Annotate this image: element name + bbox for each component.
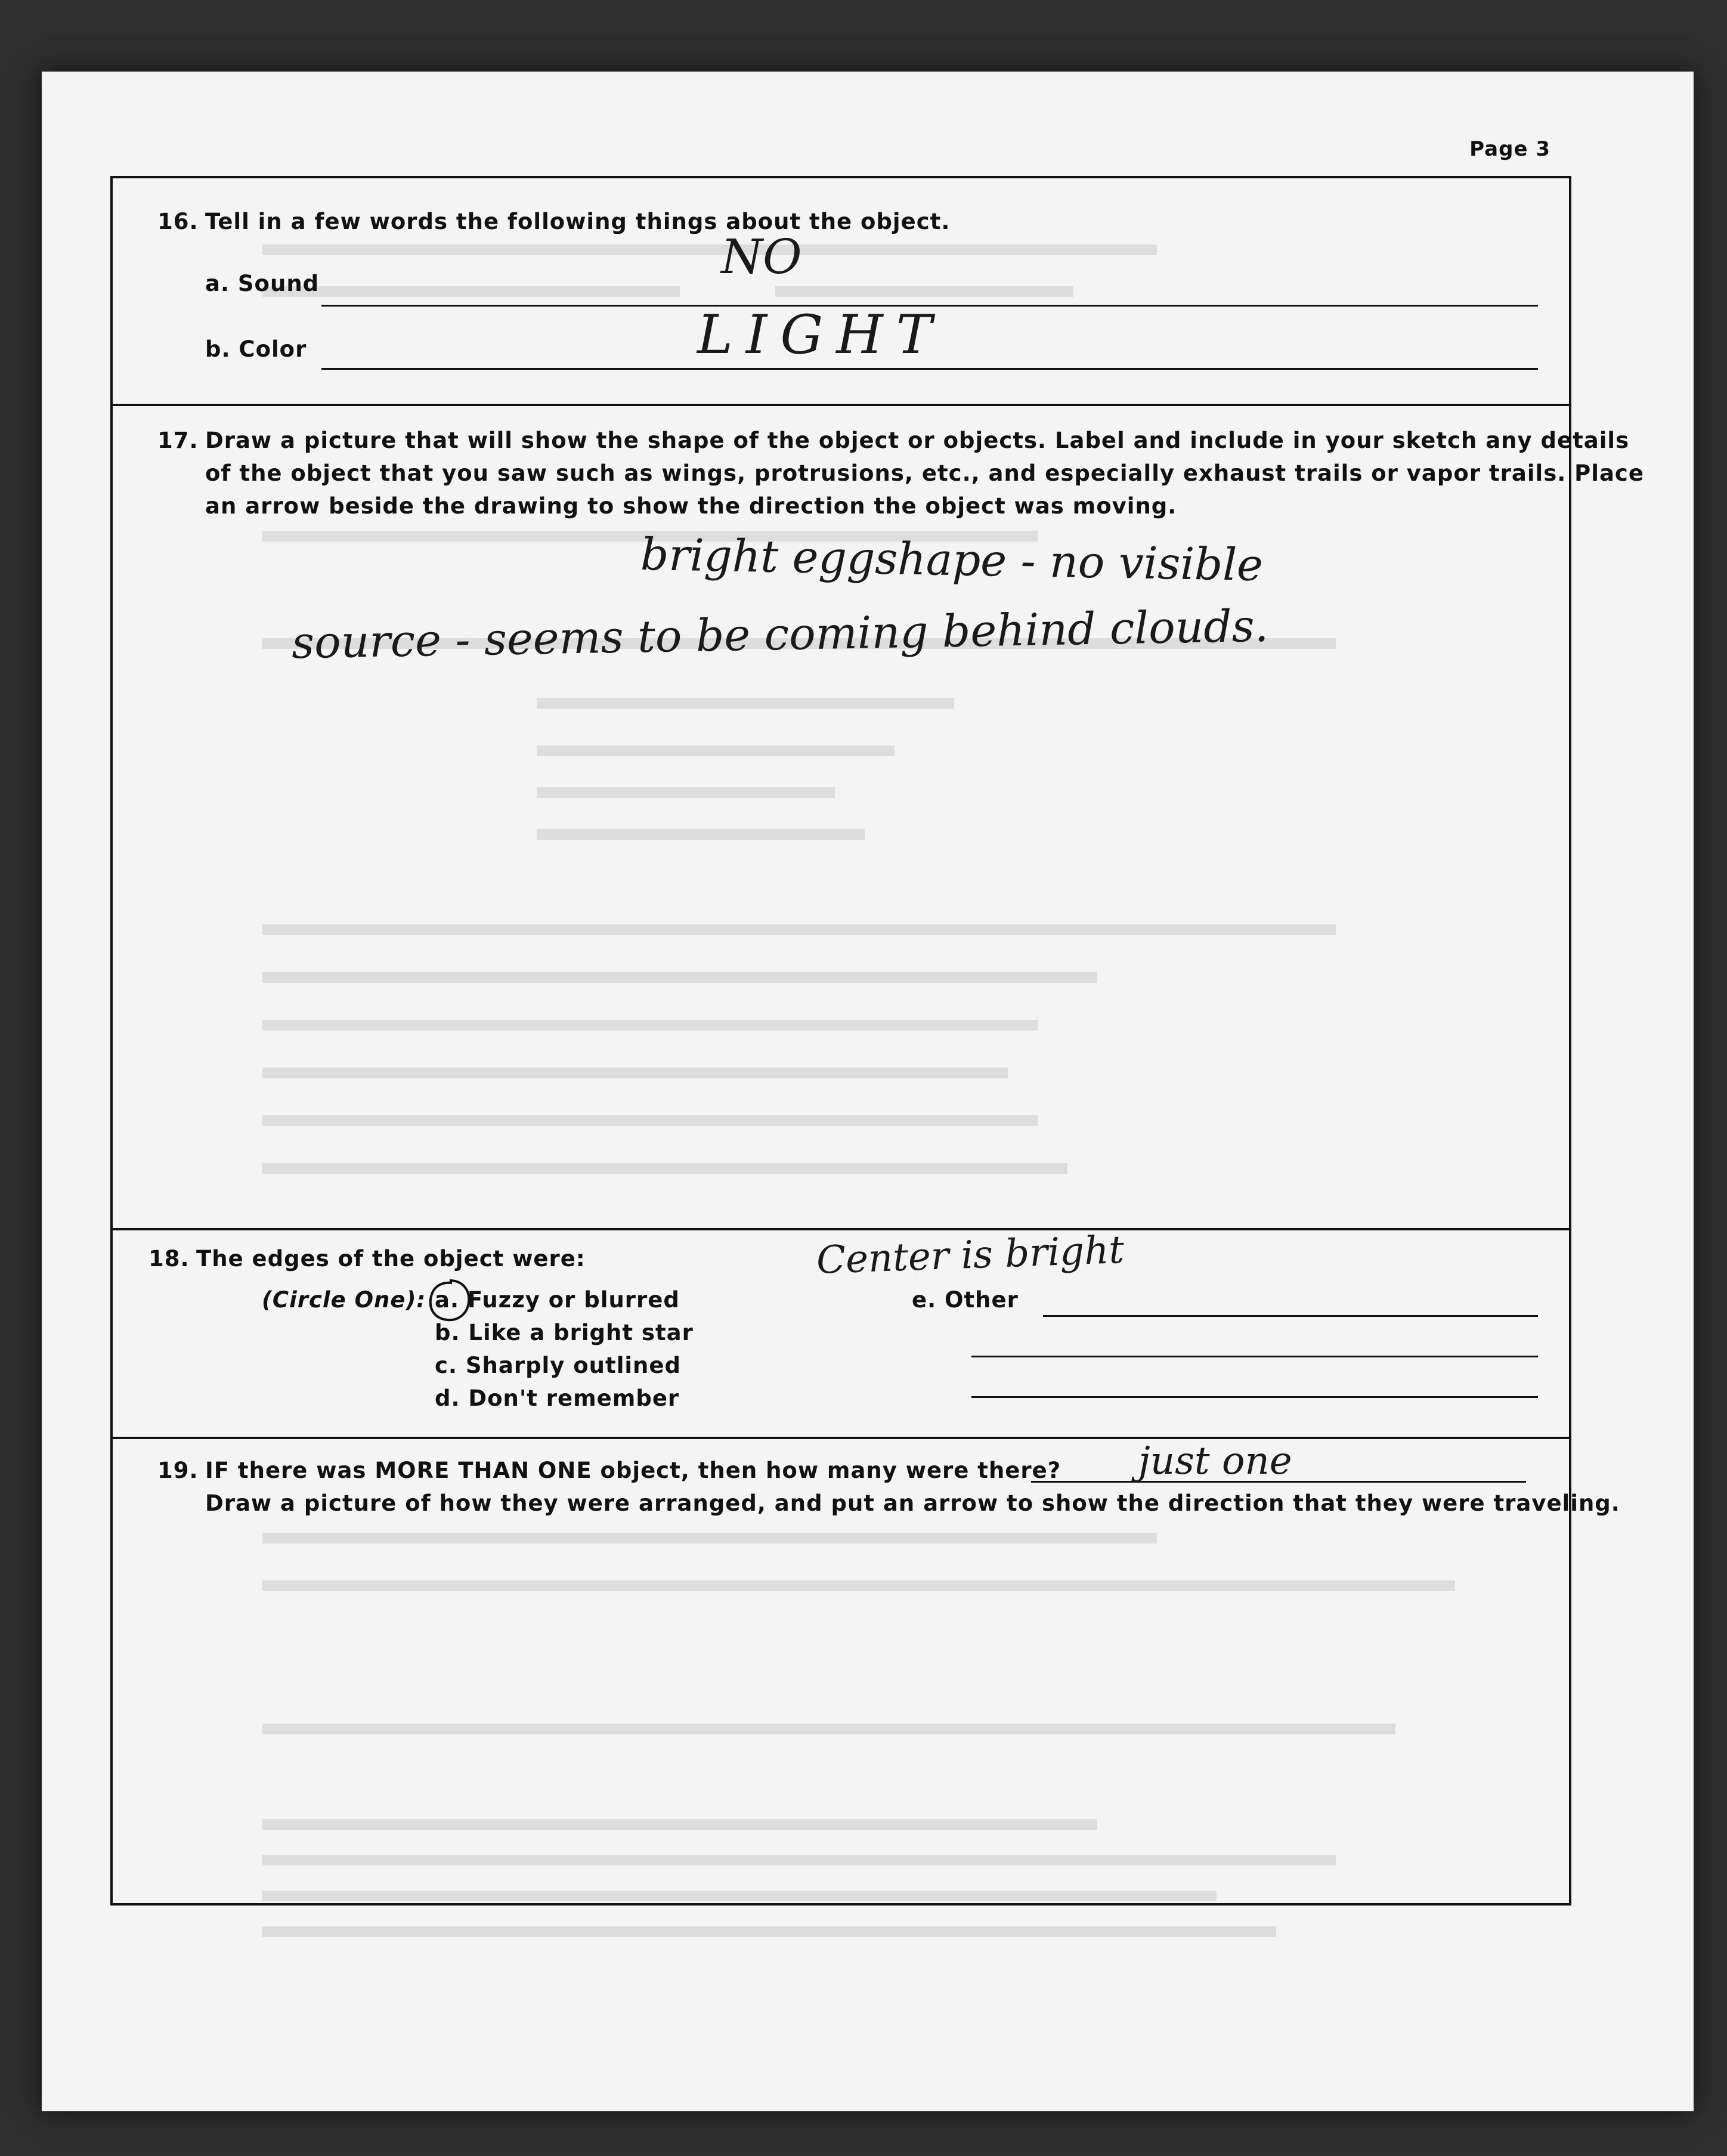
question-17 [113, 406, 1644, 1228]
other-answer-line-2 [971, 1356, 1538, 1357]
color-label: b. Color [205, 336, 307, 362]
option-a: a. Fuzzy or blurred [435, 1287, 680, 1313]
question-text-line-1: Draw a picture that will show the shape of the object or objects. Label and include in your sketch any details [205, 428, 1630, 453]
other-answer-line-3 [971, 1396, 1538, 1398]
question-number: 16. [157, 209, 199, 234]
question-19 [113, 1439, 1620, 1906]
question-number: 18. [148, 1246, 190, 1272]
question-text-line-2: of the object that you saw such as wings, protrusions, etc., and especially exhaust trails or vapor trails. Place [205, 460, 1644, 486]
question-text-line-2: Draw a picture of how they were arranged, and put an arrow to show the direction that they were traveling. [205, 1490, 1620, 1516]
page-number: Page 3 [1469, 137, 1550, 161]
circle-one-instruction: (Circle One): [262, 1287, 426, 1313]
color-answer-line [321, 368, 1538, 370]
question-text-line-3: an arrow beside the drawing to show the direction the object was moving. [205, 493, 1177, 519]
sound-answer: NO [721, 229, 802, 284]
question-number: 17. [157, 428, 199, 453]
question-18 [113, 1230, 1569, 1437]
question-text: Tell in a few words the following things about the object. [205, 209, 951, 234]
other-label: e. Other [912, 1287, 1019, 1313]
option-d: d. Don't remember [435, 1385, 680, 1411]
handwritten-other-answer: Center is bright [815, 1228, 1125, 1283]
color-answer: LIGHT [697, 304, 945, 366]
questionnaire-form [110, 176, 1644, 1906]
handwritten-description-line-1: bright eggshape - no visible [640, 528, 1264, 592]
option-b: b. Like a bright star [435, 1320, 694, 1345]
count-answer: just one [1138, 1439, 1292, 1483]
question-text-line-1: IF there was MORE THAN ONE object, then how many were there? [205, 1458, 1061, 1483]
other-answer-line-1 [1043, 1315, 1538, 1317]
option-c: c. Sharply outlined [435, 1353, 681, 1378]
handwritten-description-line-2: source - seems to be coming behind clouds. [291, 600, 1269, 669]
selection-circle [426, 1277, 473, 1325]
question-number: 19. [157, 1458, 199, 1483]
document-page [42, 72, 1694, 2111]
question-text: The edges of the object were: [196, 1246, 586, 1272]
sound-label: a. Sound [205, 271, 320, 296]
question-16 [113, 178, 1569, 405]
